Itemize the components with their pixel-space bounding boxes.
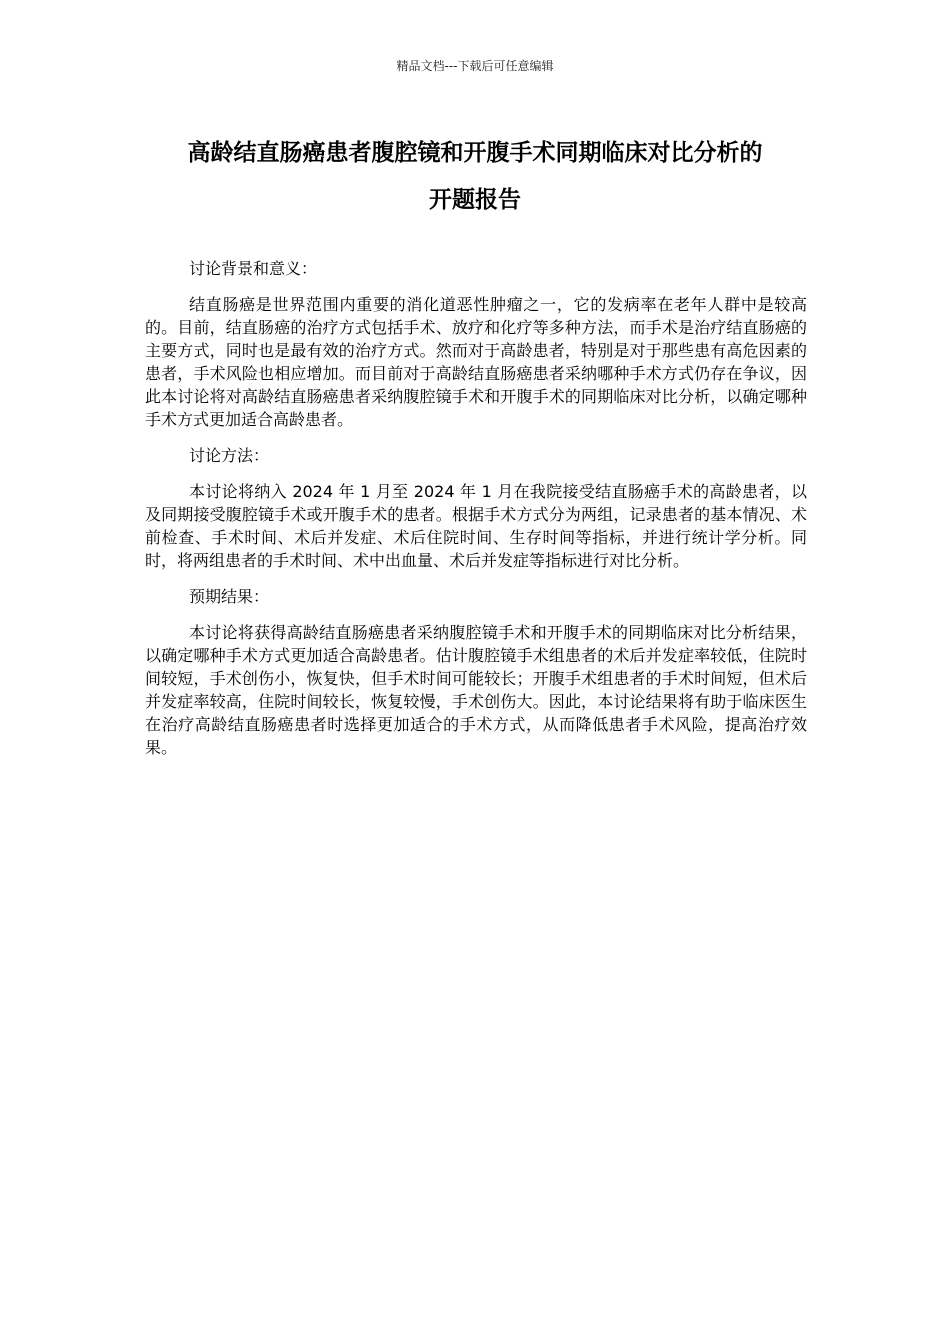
title-line-2: 开题报告 — [429, 187, 521, 213]
document-title — [110, 130, 840, 224]
section-body-method: 本讨论将纳入 2024 年 1 月至 2024 年 1 月在我院接受结直肠癌手术的高龄患者，以及同期接受腹腔镜手术或开腹手术的患者。根据手术方式分为两组，记录患者的基本情况、术前检查、手术时间、术后并发症、术后住院时间、生存时间等指标，并进行统计学分析。同时，将两组患者的手术时间、术中出血量、术后并发症等指标进行对比分析。 — [145, 482, 807, 570]
document-body — [145, 257, 807, 772]
section-body-expected-results: 本讨论将获得高龄结直肠癌患者采纳腹腔镜手术和开腹手术的同期临床对比分析结果，以确定哪种手术方式更加适合高龄患者。估计腹腔镜手术组患者的术后并发症率较低，住院时间较短，手术创伤小，恢复快，但手术时间可能较长；开腹手术组患者的手术时间短，但术后并发症率较高，住院时间较长，恢复较慢，手术创伤大。因此，本讨论结果将有助于临床医生在治疗高龄结直肠癌患者时选择更加适合的手术方式，从而降低患者手术风险，提高治疗效果。 — [145, 623, 807, 757]
header-note: 精品文档---下载后可任意编辑 — [396, 59, 554, 73]
section-heading-method: 讨论方法： — [189, 446, 270, 465]
title-line-1: 高龄结直肠癌患者腹腔镜和开腹手术同期临床对比分析的 — [187, 140, 763, 166]
section-heading-background: 讨论背景和意义： — [189, 259, 318, 278]
section-body-background: 结直肠癌是世界范围内重要的消化道恶性肿瘤之一，它的发病率在老年人群中是较高的。目前，结直肠癌的治疗方式包括手术、放疗和化疗等多种方法，而手术是治疗结直肠癌的主要方式，同时也是最有效的治疗方式。然而对于高龄患者，特别是对于那些患有高危因素的患者，手术风险也相应增加。而目前对于高龄结直肠癌患者采纳哪种手术方式仍存在争议，因此本讨论将对高龄结直肠癌患者采纳腹腔镜手术和开腹手术的同期临床对比分析，以确定哪种手术方式更加适合高龄患者。 — [145, 295, 807, 429]
section-heading-expected-results: 预期结果： — [189, 587, 270, 606]
